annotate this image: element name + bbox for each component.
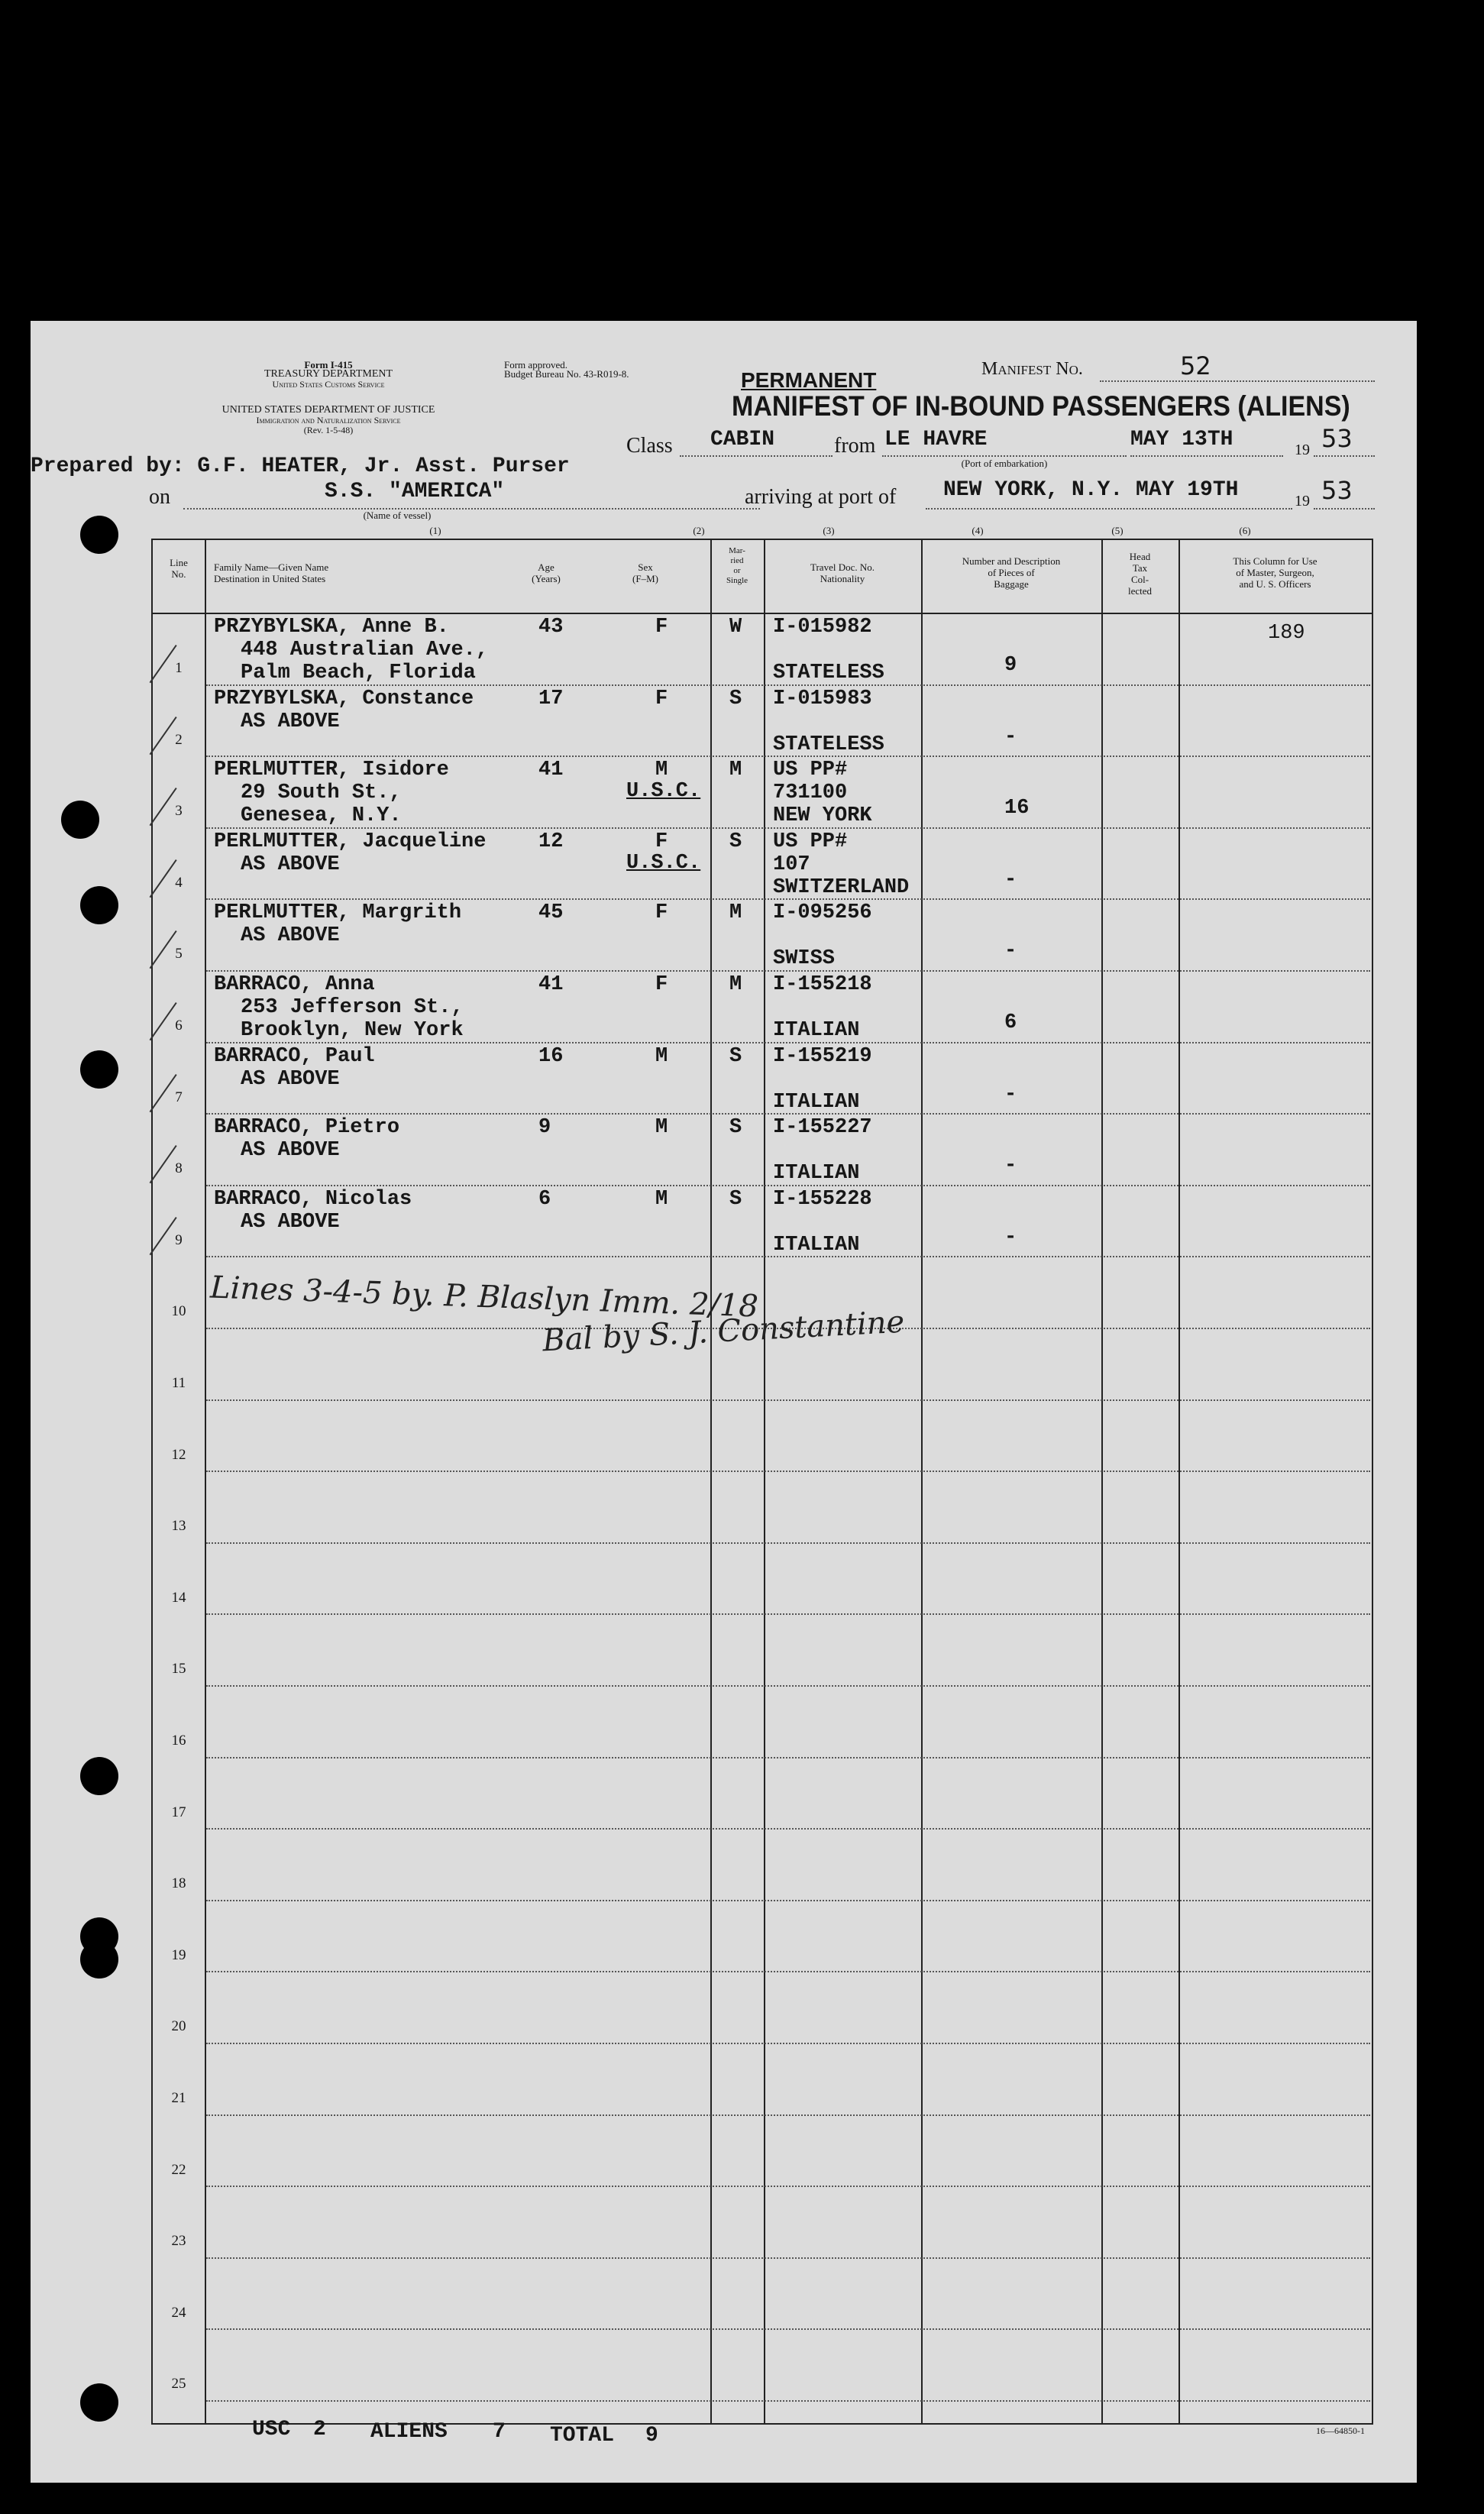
header-officers: This Column for Use of Master, Surgeon, and U. S. Officers <box>1233 555 1317 590</box>
marital-status: S <box>729 1116 742 1140</box>
manifest-sheet <box>31 321 1417 2483</box>
baggage-count: 6 <box>1004 1011 1017 1034</box>
marital-status: M <box>729 901 742 925</box>
passenger-destination: AS ABOVE <box>241 1139 340 1163</box>
total-value: 9 <box>645 2424 658 2448</box>
line-number: 22 <box>171 2161 186 2178</box>
manifest-title: MANIFEST OF IN-BOUND PASSENGERS (ALIENS) <box>732 390 1350 422</box>
passenger-destination: Palm Beach, Florida <box>241 662 476 684</box>
binder-hole <box>80 1940 118 1979</box>
line-number: 19 <box>171 1946 186 1963</box>
passenger-destination: 29 South St., <box>241 781 402 805</box>
col-num-1: (1) <box>429 525 441 536</box>
marital-status: W <box>729 616 742 639</box>
passenger-table <box>151 539 1373 2425</box>
col-num-5: (5) <box>1111 525 1124 536</box>
baggage-count: 9 <box>1004 654 1017 677</box>
passenger-age: 41 <box>538 759 564 782</box>
manifest-no-label: Manifest No. <box>981 359 1083 379</box>
marital-status: S <box>729 687 742 710</box>
travel-doc: I-155227 <box>773 1116 872 1140</box>
budget-bureau: Budget Bureau No. 43-R019-8. <box>504 368 629 380</box>
citizenship-note: U.S.C. <box>626 780 701 804</box>
passenger-age: 9 <box>538 1116 551 1140</box>
passenger-age: 45 <box>538 901 564 925</box>
line-number: 23 <box>171 2233 186 2250</box>
travel-doc: I-015983 <box>773 687 872 710</box>
marital-status: M <box>729 759 742 782</box>
passenger-age: 12 <box>538 830 564 853</box>
print-code: 16—64850-1 <box>1316 2425 1365 2436</box>
line-number: 3 <box>175 803 183 820</box>
passenger-sex: M <box>655 1187 668 1211</box>
officer-note: 189 <box>1268 622 1305 645</box>
binder-hole <box>80 2383 118 2422</box>
travel-doc: I-155228 <box>773 1187 872 1211</box>
passenger-age: 16 <box>538 1044 564 1068</box>
header-line-no: Line No. <box>170 557 188 580</box>
col-num-6: (6) <box>1239 525 1251 536</box>
line-number: 12 <box>171 1446 186 1463</box>
year-prefix: 19 <box>1295 442 1310 458</box>
row-separator <box>206 2257 1370 2259</box>
passenger-destination: Brooklyn, New York <box>241 1019 464 1042</box>
nationality: ITALIAN <box>773 1233 860 1257</box>
passenger-name: PERLMUTTER, Margrith <box>214 901 462 925</box>
revision-date: (Rev. 1-5-48) <box>303 425 354 435</box>
passenger-age: 6 <box>538 1187 551 1211</box>
passenger-destination: AS ABOVE <box>241 710 340 733</box>
nationality: ITALIAN <box>773 1090 860 1114</box>
row-separator <box>206 1542 1370 1544</box>
total-label: TOTAL <box>550 2424 615 2448</box>
travel-doc: I-155218 <box>773 973 872 996</box>
passenger-name: BARRACO, Pietro <box>214 1116 400 1140</box>
line-number: 25 <box>171 2376 186 2393</box>
passenger-destination: 253 Jefferson St., <box>241 996 464 1019</box>
header-name: Family Name—Given Name Destination in United States <box>214 561 329 584</box>
header-travel-doc: Travel Doc. No. Nationality <box>810 561 875 584</box>
citizenship-note: U.S.C. <box>626 851 701 875</box>
arriving-label: arriving at port of <box>745 485 897 509</box>
baggage-count: - <box>1004 1082 1017 1106</box>
line-number: 15 <box>171 1661 186 1678</box>
nationality: SWISS <box>773 947 836 971</box>
baggage-count: - <box>1004 725 1017 749</box>
travel-doc: 731100 <box>773 781 848 805</box>
line-number: 20 <box>171 2018 186 2035</box>
line-number: 18 <box>171 1875 186 1892</box>
row-separator <box>206 1900 1370 1901</box>
line-number: 6 <box>175 1018 183 1034</box>
departure-date: MAY 13TH <box>1130 428 1233 451</box>
on-label: on <box>149 485 170 509</box>
passenger-destination: Genesea, N.Y. <box>241 804 402 828</box>
row-separator <box>206 1471 1370 1472</box>
line-number: 4 <box>175 874 183 891</box>
line-number: 2 <box>175 731 183 748</box>
arrival-port-date: NEW YORK, N.Y. MAY 19TH <box>943 478 1239 502</box>
row-separator <box>206 2043 1370 2044</box>
line-number: 16 <box>171 1733 186 1749</box>
nationality: STATELESS <box>773 662 884 684</box>
travel-doc: I-095256 <box>773 901 872 925</box>
passenger-destination: 448 Australian Ave., <box>241 639 489 662</box>
treasury-department: TREASURY DEPARTMENT <box>263 368 393 380</box>
line-number: 5 <box>175 946 183 963</box>
baggage-count: - <box>1004 940 1017 963</box>
marital-status: S <box>729 1044 742 1068</box>
travel-doc: I-155219 <box>773 1044 872 1068</box>
marital-status: S <box>729 1187 742 1211</box>
handwritten-note-2: Bal by S. J. Constantine <box>542 1304 906 1359</box>
passenger-destination: AS ABOVE <box>241 1210 340 1234</box>
vessel-caption: (Name of vessel) <box>363 510 432 521</box>
row-separator <box>206 1828 1370 1830</box>
travel-doc: US PP# <box>773 759 848 782</box>
usc-value: 2 <box>313 2418 326 2441</box>
line-number: 13 <box>171 1518 186 1535</box>
passenger-age: 41 <box>538 973 564 996</box>
usc-label: USC <box>252 2418 291 2441</box>
permanent-label: PERMANENT <box>741 368 877 392</box>
passenger-name: BARRACO, Paul <box>214 1044 375 1068</box>
row-separator <box>206 2328 1370 2330</box>
nationality: ITALIAN <box>773 1019 860 1042</box>
header-head-tax: Head Tax Col- lected <box>1127 551 1153 597</box>
passenger-destination: AS ABOVE <box>241 1067 340 1091</box>
travel-doc: 107 <box>773 853 810 876</box>
arrival-year-prefix: 19 <box>1295 493 1310 510</box>
passenger-name: PRZYBYLSKA, Anne B. <box>214 616 449 639</box>
arrival-year-value: 53 <box>1321 476 1353 505</box>
header-married: Mar- ried or Single <box>726 546 748 585</box>
passenger-sex: F <box>655 687 668 710</box>
handwritten-note-1: Lines 3-4-5 by. P. Blaslyn Imm. 2/18 <box>209 1270 759 1325</box>
row-separator <box>206 1971 1370 1972</box>
binder-hole <box>61 801 99 839</box>
aliens-value: 7 <box>493 2420 506 2444</box>
passenger-age: 17 <box>538 687 564 710</box>
port-embark-caption: (Port of embarkation) <box>961 458 1048 469</box>
year-value: 53 <box>1321 424 1353 453</box>
justice-department: UNITED STATES DEPARTMENT OF JUSTICE <box>221 404 435 416</box>
baggage-count: - <box>1004 1225 1017 1249</box>
passenger-sex: F <box>655 901 668 925</box>
line-number: 1 <box>175 660 183 676</box>
header-baggage: Number and Description of Pieces of Baggage <box>962 555 1061 590</box>
vessel-name: S.S. "AMERICA" <box>325 480 505 503</box>
binder-hole <box>80 886 118 924</box>
travel-doc: I-015982 <box>773 616 872 639</box>
passenger-sex: F <box>655 973 668 996</box>
from-value: LE HAVRE <box>884 428 988 451</box>
baggage-count: - <box>1004 868 1017 891</box>
row-separator <box>206 1685 1370 1687</box>
row-separator <box>206 1613 1370 1615</box>
travel-doc: US PP# <box>773 830 848 853</box>
nationality: ITALIAN <box>773 1162 860 1186</box>
marital-status: S <box>729 830 742 853</box>
class-label: Class <box>626 434 673 458</box>
aliens-label: ALIENS <box>370 2420 448 2444</box>
passenger-destination: AS ABOVE <box>241 924 340 948</box>
manifest-no-value: 52 <box>1180 351 1211 380</box>
customs-service: United States Customs Service <box>272 379 385 390</box>
line-number: 8 <box>175 1160 183 1177</box>
line-number: 9 <box>175 1231 183 1248</box>
passenger-destination: AS ABOVE <box>241 853 340 876</box>
from-label: from <box>834 434 876 458</box>
baggage-count: - <box>1004 1154 1017 1178</box>
binder-hole <box>80 516 118 554</box>
nationality: NEW YORK <box>773 804 872 828</box>
line-number: 14 <box>171 1589 186 1606</box>
row-separator <box>206 2114 1370 2116</box>
form-number: Form I-415 <box>304 359 353 370</box>
line-number: 7 <box>175 1089 183 1105</box>
prepared-by: Prepared by: G.F. HEATER, Jr. Asst. Purser <box>31 455 570 478</box>
line-number: 21 <box>171 2090 186 2106</box>
passenger-sex: M <box>655 759 668 782</box>
class-value: CABIN <box>710 428 775 451</box>
passenger-sex: F <box>655 830 668 853</box>
line-number: 10 <box>171 1303 186 1320</box>
passenger-sex: F <box>655 616 668 639</box>
passenger-sex: M <box>655 1044 668 1068</box>
passenger-name: PERLMUTTER, Jacqueline <box>214 830 487 853</box>
col-num-2: (2) <box>693 525 705 536</box>
binder-hole <box>80 1757 118 1795</box>
line-number: 11 <box>171 1375 186 1391</box>
line-number: 24 <box>171 2304 186 2321</box>
passenger-sex: M <box>655 1116 668 1140</box>
row-separator <box>206 2186 1370 2187</box>
header-age: Age (Years) <box>532 561 561 584</box>
nationality: STATELESS <box>773 733 884 756</box>
row-separator <box>206 2400 1370 2402</box>
col-num-3: (3) <box>823 525 835 536</box>
nationality: SWITZERLAND <box>773 875 910 899</box>
passenger-name: PERLMUTTER, Isidore <box>214 759 449 782</box>
baggage-count: 16 <box>1004 797 1030 820</box>
col-num-4: (4) <box>972 525 984 536</box>
ins-service: Immigration and Naturalization Service <box>256 415 401 425</box>
header-sex: Sex (F–M) <box>632 561 658 584</box>
passenger-name: BARRACO, Anna <box>214 973 375 996</box>
form-approved: Form approved. <box>504 359 568 370</box>
passenger-age: 43 <box>538 616 564 639</box>
row-separator <box>206 1757 1370 1759</box>
line-number: 17 <box>171 1804 186 1820</box>
passenger-name: BARRACO, Nicolas <box>214 1187 412 1211</box>
passenger-name: PRZYBYLSKA, Constance <box>214 687 474 710</box>
row-separator <box>206 1399 1370 1401</box>
marital-status: M <box>729 973 742 996</box>
binder-hole <box>80 1050 118 1089</box>
